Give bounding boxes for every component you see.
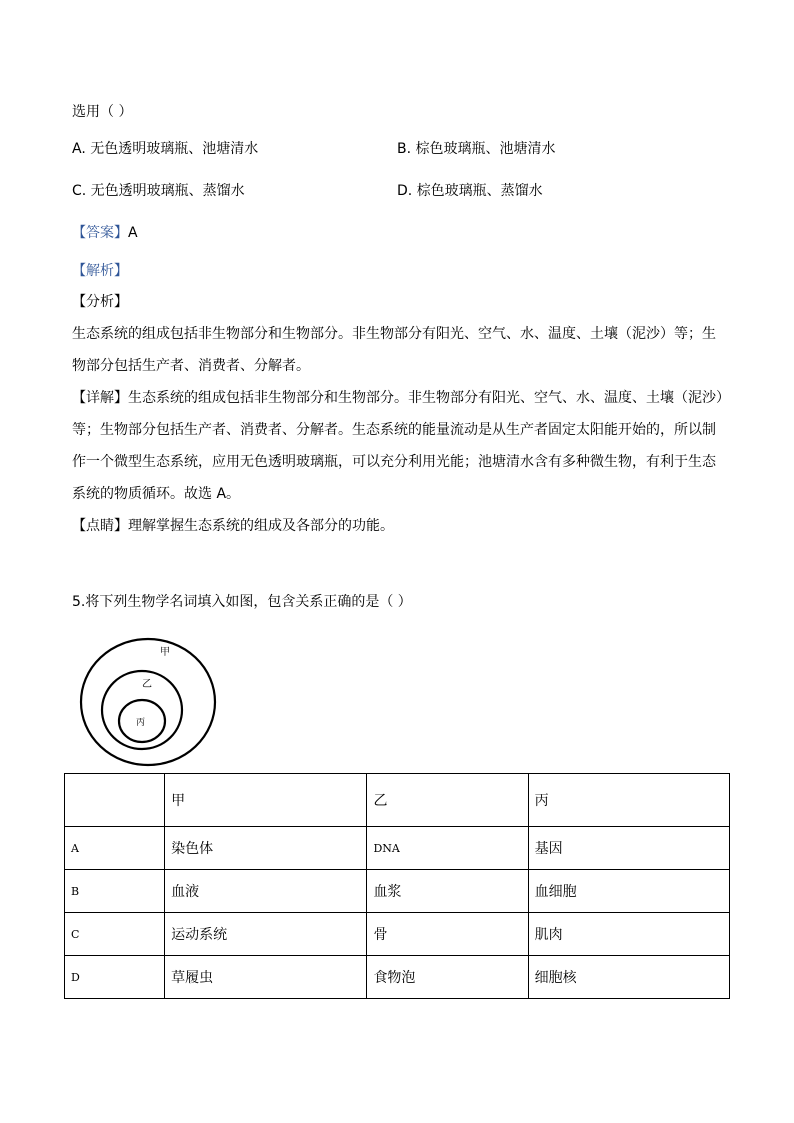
tip-line <box>72 516 394 536</box>
table-cell: 血浆 <box>367 870 528 913</box>
table-row <box>65 913 730 956</box>
detail-line-2: 等；生物部分包括生产者、消费者、分解者。生态系统的能量流动是从生产者固定太阳能开始的，所以制 <box>72 422 716 438</box>
header-cell: 甲 <box>165 774 367 827</box>
table-cell: 血液 <box>165 870 367 913</box>
table-row <box>65 956 730 999</box>
answer-label: 【答案】 <box>72 225 128 241</box>
header-cell: 乙 <box>367 774 528 827</box>
table-cell: 血细胞 <box>528 870 729 913</box>
q4-option-c: C. 无色透明玻璃瓶、蒸馏水 <box>72 183 245 199</box>
q5-options-table <box>64 773 730 999</box>
tip-label: 【点睛】 <box>72 518 128 534</box>
row-label: B <box>65 870 165 913</box>
table-header-row <box>65 774 730 827</box>
label-jia: 甲 <box>160 647 170 658</box>
table-cell: 骨 <box>367 913 528 956</box>
header-cell <box>65 774 165 827</box>
table-row <box>65 827 730 870</box>
row-label: D <box>65 956 165 999</box>
outer-circle <box>81 639 215 765</box>
detail-label: 【详解】 <box>72 390 128 406</box>
detail-line-4: 系统的物质循环。故选 A。 <box>72 486 241 502</box>
q5-stem: 5.将下列生物学名词填入如图，包含关系正确的是（ ） <box>72 594 412 610</box>
label-yi: 乙 <box>142 679 152 690</box>
table-cell: 运动系统 <box>165 913 367 956</box>
row-label: C <box>65 913 165 956</box>
table-cell: 食物泡 <box>367 956 528 999</box>
header-cell: 丙 <box>528 774 729 827</box>
fenxi-line-2: 物部分包括生产者、消费者、分解者。 <box>72 358 310 374</box>
analysis-label: 【解析】 <box>72 263 128 279</box>
fenxi-line-1: 生态系统的组成包括非生物部分和生物部分。非生物部分有阳光、空气、水、温度、土壤（泥沙）等；生 <box>72 326 716 342</box>
table-cell: 染色体 <box>165 827 367 870</box>
nested-circles-diagram <box>78 636 226 768</box>
answer-value: A <box>128 225 138 241</box>
table-cell: 基因 <box>528 827 729 870</box>
q4-answer <box>72 223 138 243</box>
detail-line-1: 【详解】生态系统的组成包括非生物部分和生物部分。非生物部分有阳光、空气、水、温度、土壤（泥沙） <box>72 390 730 406</box>
table-row <box>65 870 730 913</box>
q4-stem-tail: 选用（ ） <box>72 104 133 120</box>
table-cell: 草履虫 <box>165 956 367 999</box>
table-cell: 肌肉 <box>528 913 729 956</box>
q4-option-a: A. 无色透明玻璃瓶、池塘清水 <box>72 141 259 157</box>
detail-line-3: 作一个微型生态系统，应用无色透明玻璃瓶，可以充分利用光能；池塘清水含有多种微生物，有利于生态 <box>72 454 716 470</box>
tip-text: 理解掌握生态系统的组成及各部分的功能。 <box>128 518 394 534</box>
q4-option-b: B. 棕色玻璃瓶、池塘清水 <box>397 141 556 157</box>
table-cell: 细胞核 <box>528 956 729 999</box>
row-label: A <box>65 827 165 870</box>
q4-option-d: D. 棕色玻璃瓶、蒸馏水 <box>397 183 543 199</box>
table-cell: DNA <box>367 827 528 870</box>
fenxi-label: 【分析】 <box>72 294 128 310</box>
label-bing: 丙 <box>136 718 146 728</box>
